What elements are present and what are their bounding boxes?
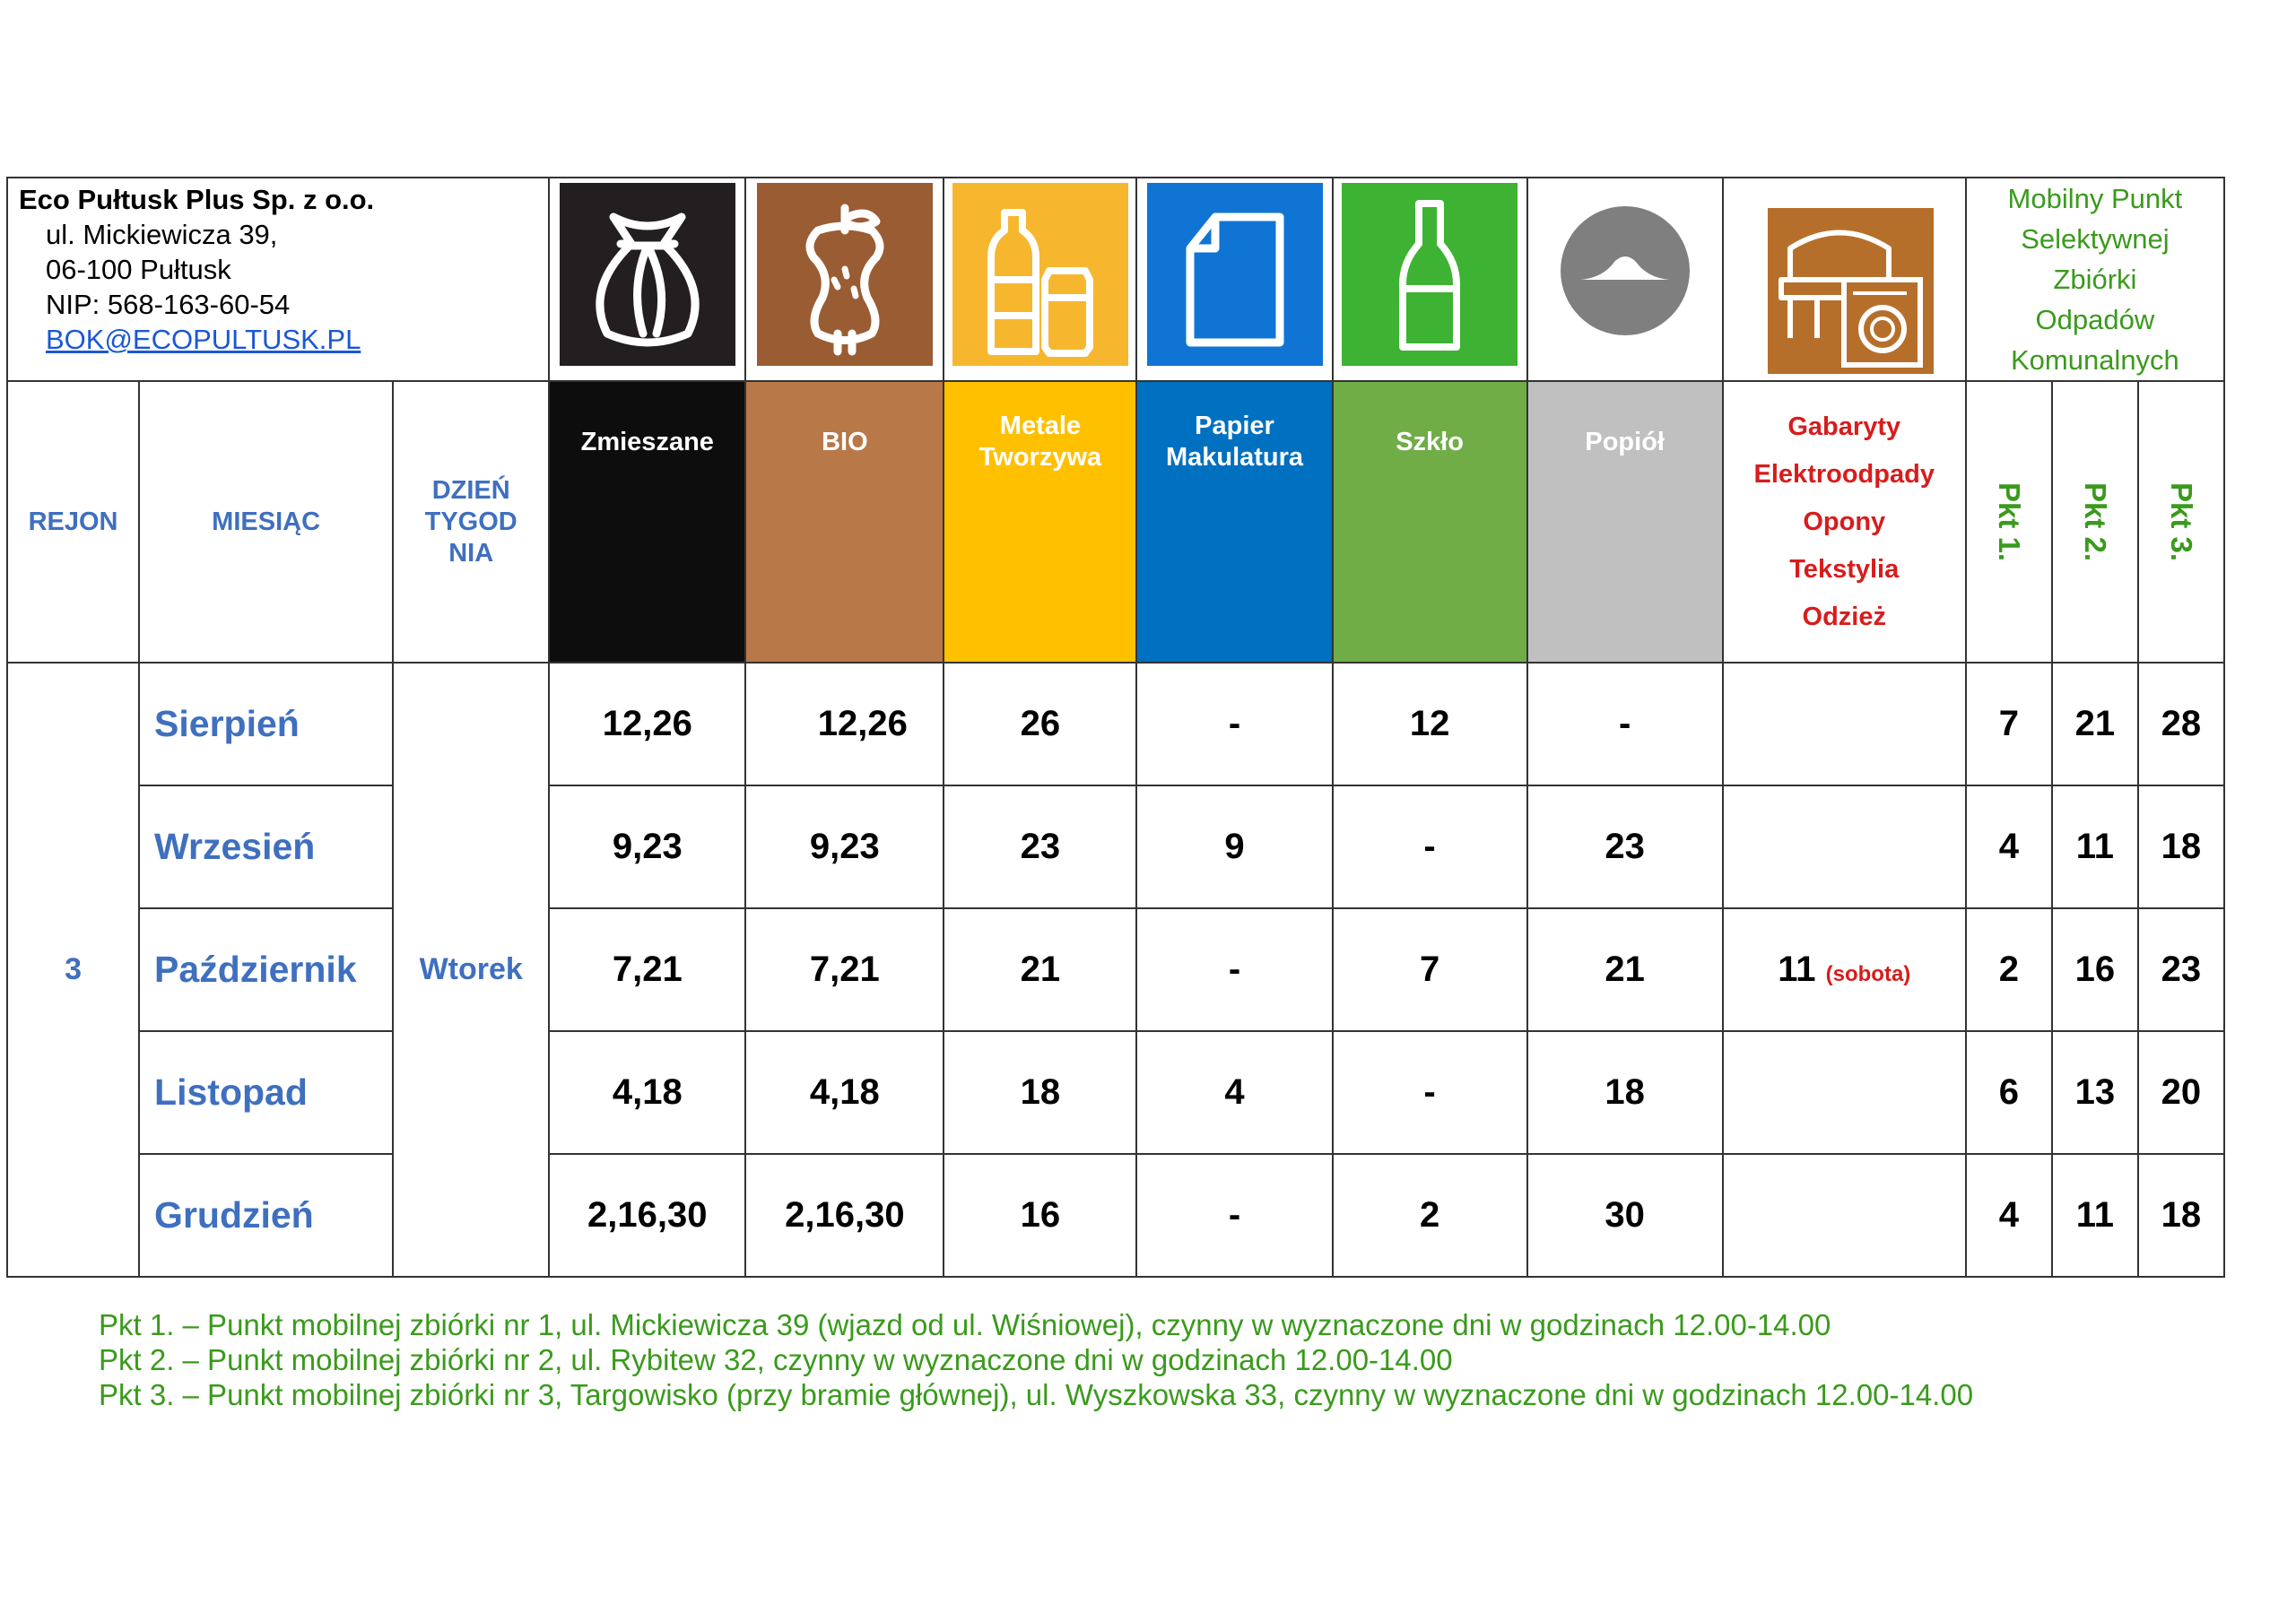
- paper-cell: 9: [1136, 785, 1332, 908]
- ash-cell: 30: [1527, 1154, 1723, 1277]
- ash-cell: 23: [1527, 785, 1723, 908]
- pkt2-cell: 13: [2052, 1031, 2138, 1154]
- metal-cell: 16: [944, 1154, 1136, 1277]
- company-info: [7, 178, 549, 381]
- bio-cell: 2,16,30: [745, 1154, 944, 1277]
- company-street: ul. Mickiewicza 39,: [46, 219, 278, 250]
- paper-cell: -: [1136, 908, 1332, 1031]
- icon-cell-mixed: [549, 178, 745, 381]
- bio-cell: 7,21: [745, 908, 944, 1031]
- company-nip: NIP: 568-163-60-54: [46, 289, 291, 320]
- header-bio: BIO: [745, 381, 944, 663]
- glass-cell: 7: [1333, 908, 1527, 1031]
- ash-cell: 18: [1527, 1031, 1723, 1154]
- bio-cell: 9,23: [745, 785, 944, 908]
- legend-line-pkt1: Pkt 1. – Punkt mobilnej zbiórki nr 1, ul. Mickiewicza 39 (wjazd od ul. Wiśniowej), czynny w wyznaczone dni w godzinach 12.00-14.00: [99, 1308, 1831, 1341]
- icon-cell-glass: [1333, 178, 1527, 381]
- header-region: REJON: [7, 381, 139, 663]
- pkt1-cell: 7: [1966, 663, 2052, 785]
- header-glass: Szkło: [1333, 381, 1527, 663]
- header-month: MIESIĄC: [139, 381, 393, 663]
- month-cell: Wrzesień: [139, 785, 393, 908]
- bio-cell: 12,26: [745, 663, 944, 785]
- table-row: [7, 908, 2224, 1031]
- pkt1-cell: 4: [1966, 785, 2052, 908]
- paper-sheet-icon: [1145, 181, 1325, 374]
- glass-cell: 12: [1333, 663, 1527, 785]
- mobile-point-title: Mobilny Punkt Selektywnej Zbiórki Odpadów Komunalnych: [1966, 178, 2224, 381]
- day-cell: Wtorek: [393, 663, 549, 1277]
- furniture-washer-icon: [1754, 181, 1934, 374]
- bulky-cell: [1723, 785, 1966, 908]
- glass-cell: -: [1333, 785, 1527, 908]
- legend: [99, 1307, 1973, 1412]
- paper-cell: 4: [1136, 1031, 1332, 1154]
- icon-row: [7, 178, 2224, 381]
- pkt2-cell: 11: [2052, 785, 2138, 908]
- table-row: [7, 1031, 2224, 1154]
- header-day: DZIEŃ TYGOD NIA: [393, 381, 549, 663]
- month-cell: Sierpień: [139, 663, 393, 785]
- trash-bag-icon: [558, 181, 737, 374]
- metal-cell: 21: [944, 908, 1136, 1031]
- header-paper: Papier Makulatura: [1136, 381, 1332, 663]
- company-email-link[interactable]: BOK@ECOPULTUSK.PL: [46, 324, 361, 355]
- ash-cell: 21: [1527, 908, 1723, 1031]
- glass-cell: 2: [1333, 1154, 1527, 1277]
- header-pkt3: Pkt 3.: [2138, 381, 2224, 663]
- pkt3-cell: 18: [2138, 1154, 2224, 1277]
- icon-cell-bulky: [1723, 178, 1966, 381]
- bottle-can-icon: [951, 181, 1130, 374]
- table-row: [7, 1154, 2224, 1277]
- header-bulky: Gabaryty Elektroodpady Opony Tekstylia Odzież: [1723, 381, 1966, 663]
- pkt3-cell: 20: [2138, 1031, 2224, 1154]
- header-mixed: Zmieszane: [549, 381, 745, 663]
- mixed-cell: 12,26: [549, 663, 745, 785]
- apple-core-icon: [755, 181, 935, 374]
- icon-cell-ash: [1527, 178, 1723, 381]
- header-metal: Metale Tworzywa: [944, 381, 1136, 663]
- company-city: 06-100 Pułtusk: [46, 254, 231, 285]
- pkt3-cell: 18: [2138, 785, 2224, 908]
- header-row: [7, 381, 2224, 663]
- metal-cell: 23: [944, 785, 1136, 908]
- bulky-cell: [1723, 663, 1966, 785]
- metal-cell: 26: [944, 663, 1136, 785]
- paper-cell: -: [1136, 1154, 1332, 1277]
- pkt2-cell: 16: [2052, 908, 2138, 1031]
- bulky-cell: [1723, 1031, 1966, 1154]
- glass-cell: -: [1333, 1031, 1527, 1154]
- icon-cell-bio: [745, 178, 944, 381]
- header-pkt2: Pkt 2.: [2052, 381, 2138, 663]
- ash-pile-icon: [1535, 181, 1715, 374]
- icon-cell-metal: [944, 178, 1136, 381]
- legend-line-pkt3: Pkt 3. – Punkt mobilnej zbiórki nr 3, Targowisko (przy bramie głównej), ul. Wyszkowska 33, czynny w wyznaczone dni w godzinach 12.00-14.00: [99, 1378, 1974, 1411]
- pkt1-cell: 6: [1966, 1031, 2052, 1154]
- region-cell: 3: [7, 663, 139, 1277]
- paper-cell: -: [1136, 663, 1332, 785]
- bio-cell: 4,18: [745, 1031, 944, 1154]
- pkt2-cell: 21: [2052, 663, 2138, 785]
- month-cell: Listopad: [139, 1031, 393, 1154]
- schedule-table: [6, 177, 2225, 1278]
- table-row: [7, 785, 2224, 908]
- pkt3-cell: 28: [2138, 663, 2224, 785]
- pkt1-cell: 4: [1966, 1154, 2052, 1277]
- header-pkt1: Pkt 1.: [1966, 381, 2052, 663]
- mixed-cell: 9,23: [549, 785, 745, 908]
- mixed-cell: 4,18: [549, 1031, 745, 1154]
- glass-bottle-icon: [1340, 181, 1519, 374]
- month-cell: Październik: [139, 908, 393, 1031]
- metal-cell: 18: [944, 1031, 1136, 1154]
- ash-cell: -: [1527, 663, 1723, 785]
- month-cell: Grudzień: [139, 1154, 393, 1277]
- mixed-cell: 7,21: [549, 908, 745, 1031]
- table-row: [7, 663, 2224, 785]
- bulky-cell: 11 (sobota): [1723, 908, 1966, 1031]
- bulky-cell: [1723, 1154, 1966, 1277]
- pkt3-cell: 23: [2138, 908, 2224, 1031]
- pkt1-cell: 2: [1966, 908, 2052, 1031]
- icon-cell-paper: [1136, 178, 1332, 381]
- legend-line-pkt2: Pkt 2. – Punkt mobilnej zbiórki nr 2, ul. Rybitew 32, czynny w wyznaczone dni w godzinach 12.00-14.00: [99, 1343, 1453, 1376]
- company-name: Eco Pułtusk Plus Sp. z o.o.: [19, 184, 375, 215]
- pkt2-cell: 11: [2052, 1154, 2138, 1277]
- mixed-cell: 2,16,30: [549, 1154, 745, 1277]
- header-ash: Popiół: [1527, 381, 1723, 663]
